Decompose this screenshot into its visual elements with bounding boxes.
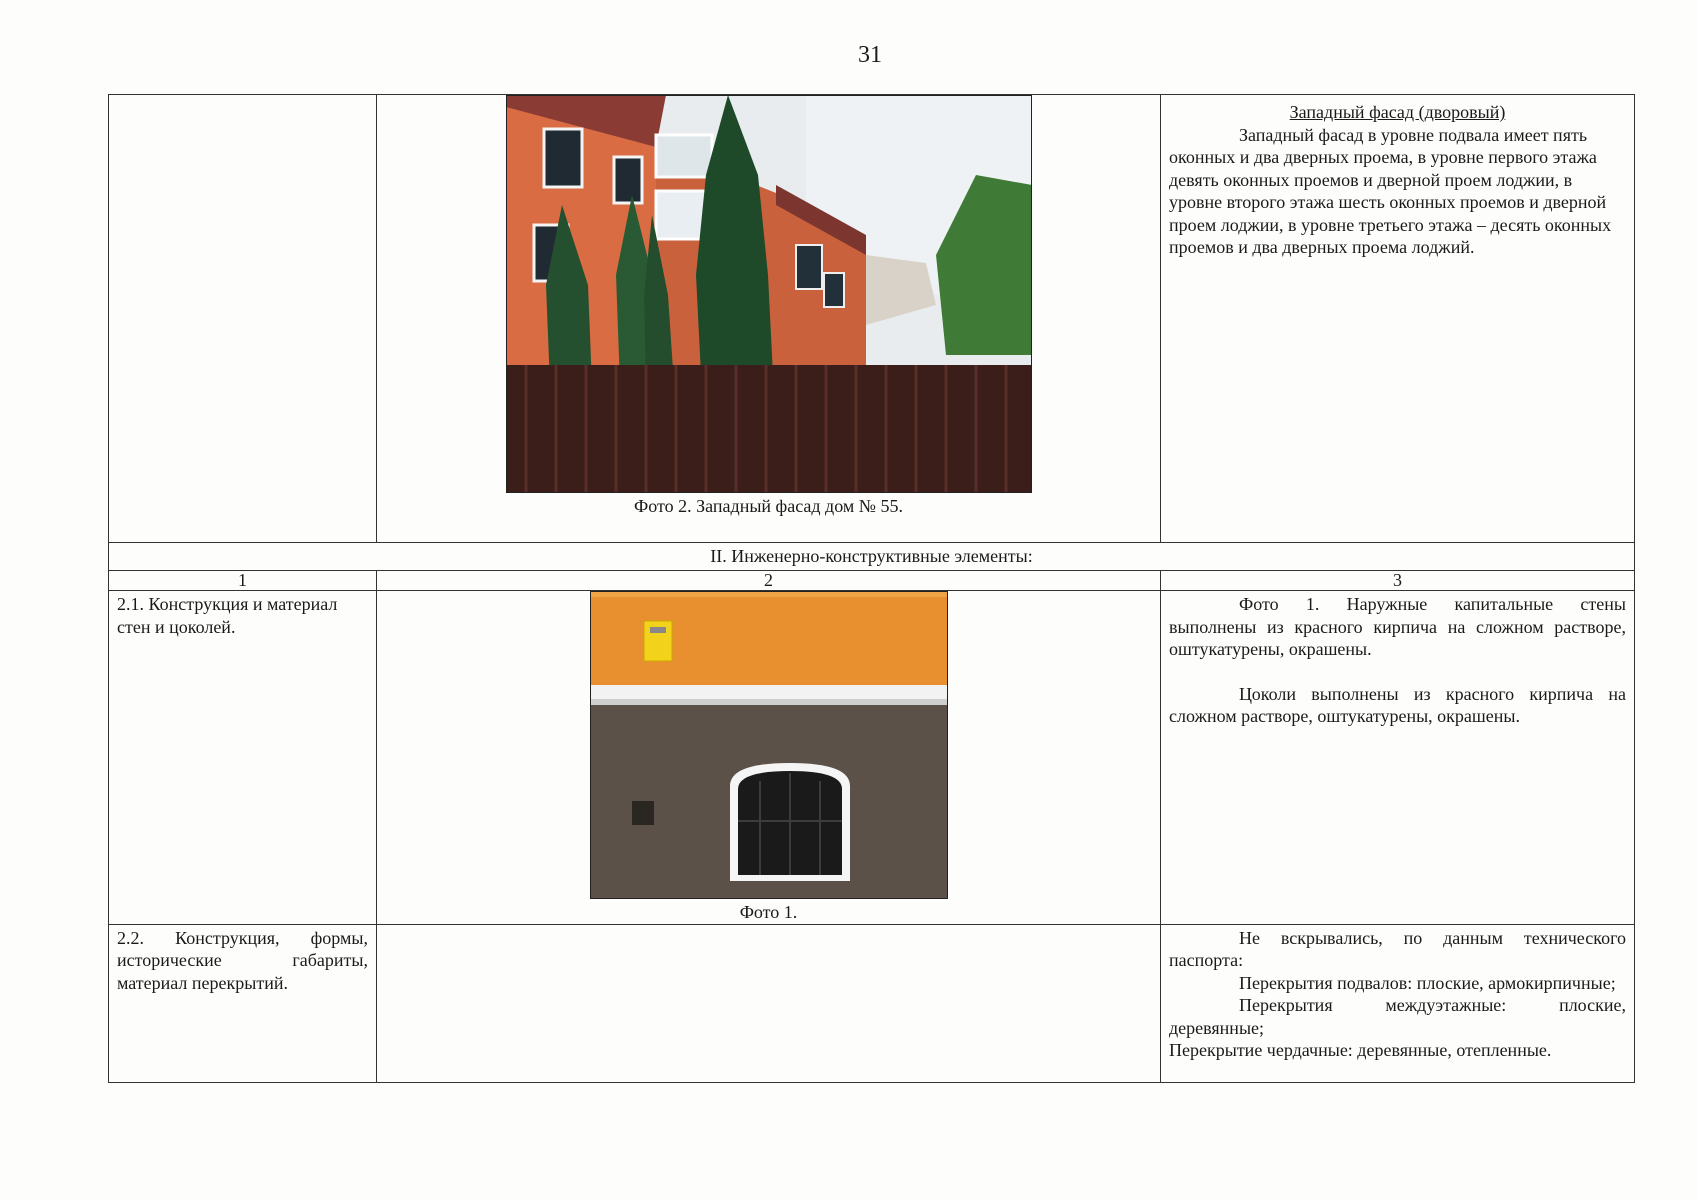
row-label: 2.1. Конструкция и материал стен и цоколей. [109,591,377,925]
description-cell [1161,95,1635,543]
description-cell [1161,924,1635,1082]
section-title: II. Инженерно-конструктивные элементы: [109,543,1635,571]
section-header-row [109,543,1635,571]
photo-cell [377,591,1161,925]
column-number: 3 [1161,570,1635,591]
column-number: 2 [377,570,1161,591]
photo-cell [377,95,1161,543]
floors-line: Перекрытия подвалов: плоские, армокирпичные; [1239,972,1616,993]
empty-cell [109,95,377,543]
table-row [109,924,1635,1082]
description-cell [1161,591,1635,925]
passport-table [108,94,1635,1083]
walls-description: Фото 1. Наружные капитальные стены выполнены из красного кирпича на сложном растворе, оштукатурены, окрашены. [1169,594,1626,660]
table-row [109,591,1635,925]
column-number: 1 [109,570,377,591]
table-row [109,95,1635,543]
photo-caption: Фото 1. [739,902,798,923]
facade-title: Западный фасад (дворовый) [1289,102,1506,122]
west-facade-photo [506,95,1032,493]
plinth-description: Цоколи выполнены из красного кирпича на сложном растворе, оштукатурены, окрашены. [1169,683,1626,727]
column-number-row [109,570,1635,591]
floors-line: Перекрытия междуэтажные: плоские, деревянные; [1169,995,1626,1038]
page-number: 31 [858,42,882,68]
facade-description: Западный фасад в уровне подвала имеет пять оконных и два дверных проема, в уровне первого этажа девять оконных проемов и дверной проем лоджии, в уровне второго этажа шесть оконных проемов и дверной проем лоджии, в уровне третьего этажа – десять оконных проемов и два дверных проема лоджий. [1169,124,1612,257]
floors-line: Перекрытие чердачные: деревянные, отепленные. [1169,1040,1552,1061]
photo-caption: Фото 2. Западный фасад дом № 55. [634,496,903,516]
row-label: 2.2. Конструкция, формы, исторические габариты, материал перекрытий. [109,924,377,1082]
wall-plinth-photo [590,591,948,899]
empty-cell [377,924,1161,1082]
floors-line: Не вскрывались, по данным технического паспорта: [1169,927,1626,971]
